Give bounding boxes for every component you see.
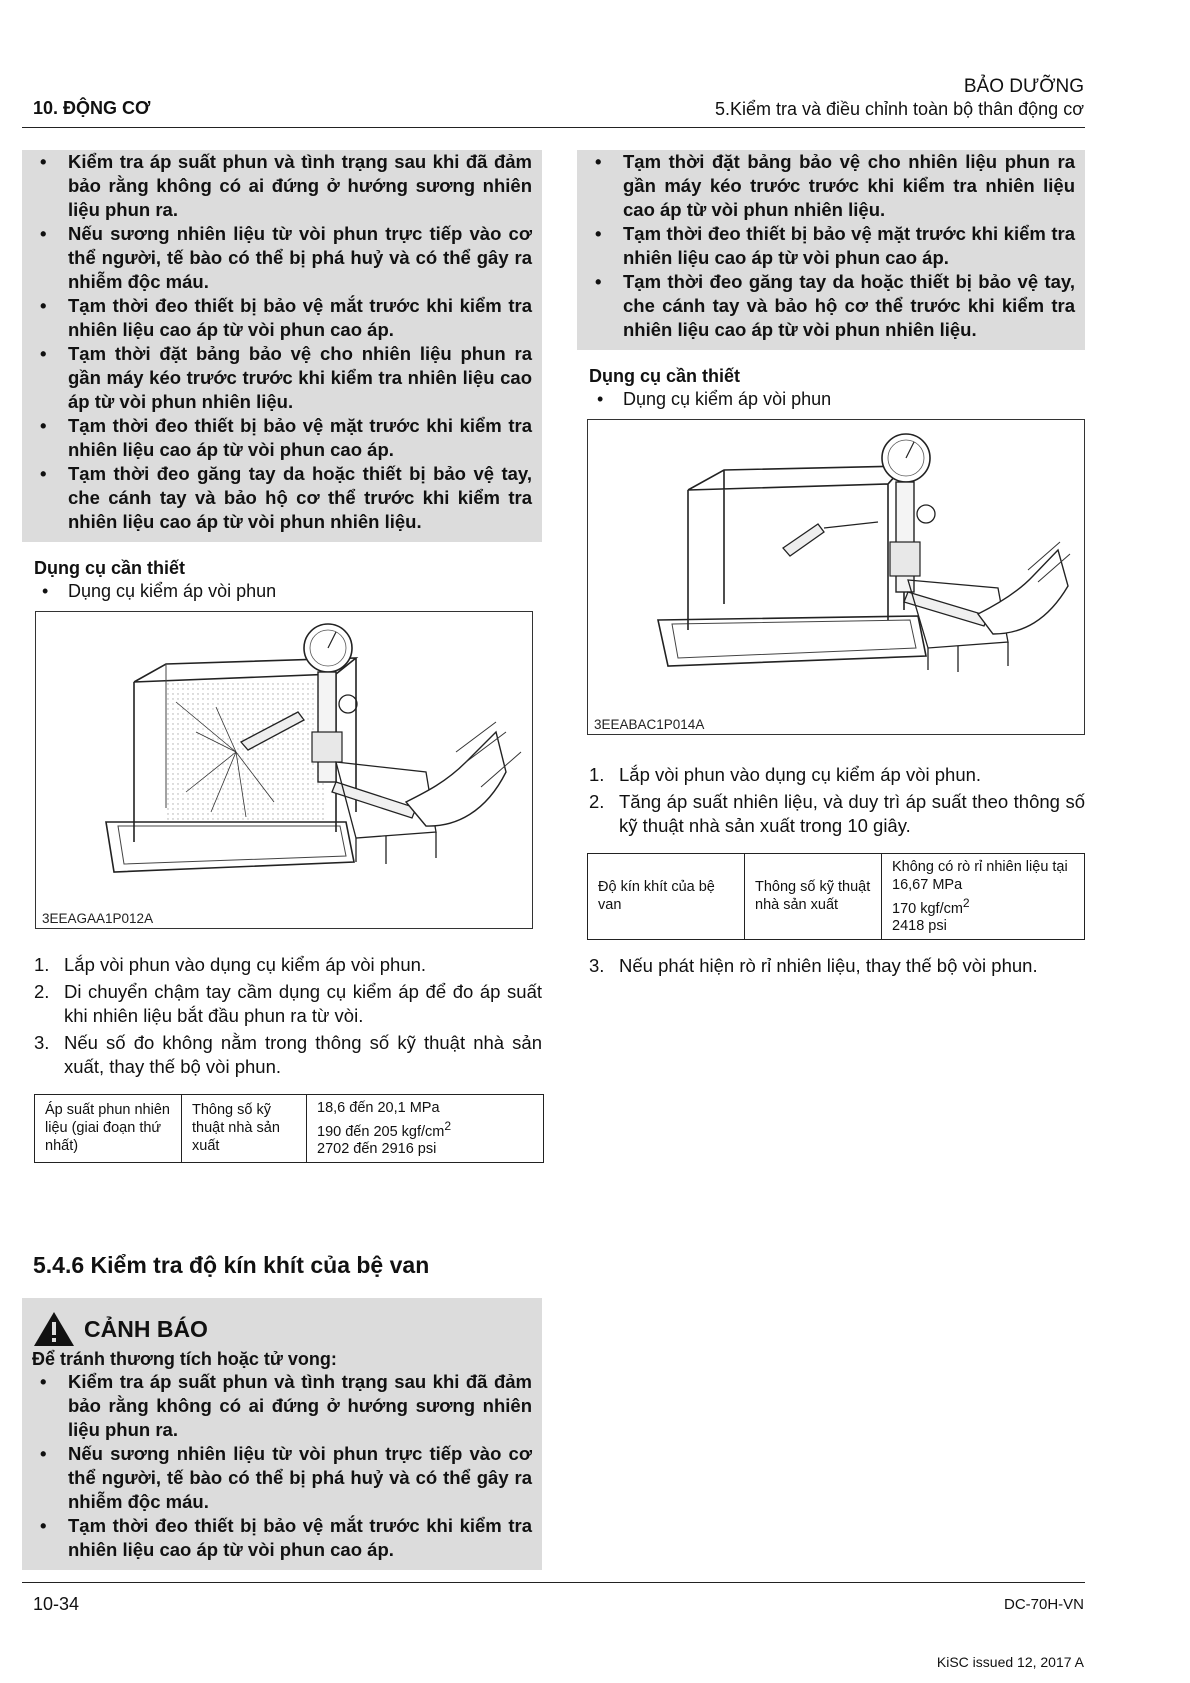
spec-label: Thông số kỹ thuật nhà sản xuất bbox=[182, 1094, 307, 1163]
spec-values bbox=[307, 1094, 544, 1163]
spec-kgf-text-right: 170 kgf/cm bbox=[892, 900, 963, 917]
nozzle-tester-figure-leak bbox=[587, 419, 1085, 735]
spec-value-kgf bbox=[317, 1117, 533, 1141]
spec-value-mpa: 18,6 đến 20,1 MPa bbox=[317, 1099, 440, 1116]
section-heading: 5.4.6 Kiểm tra độ kín khít của bệ van bbox=[33, 1252, 430, 1278]
step-item bbox=[22, 1031, 542, 1080]
spec-kgf-sup-right: 2 bbox=[962, 895, 970, 910]
spec-label-right: Thông số kỹ thuật nhà sản xuất bbox=[745, 853, 882, 940]
warning-item: • Nếu sương nhiên liệu từ vòi phun trực tiếp vào cơ thể người, tế bào có thể bị phá huỷ và có thể gây ra nhiễm độc máu. bbox=[32, 222, 532, 294]
warning-box-bottom bbox=[22, 1298, 542, 1570]
tool-item-right: • Dụng cụ kiểm áp vòi phun bbox=[597, 389, 832, 409]
warning-item: • Kiểm tra áp suất phun và tình trạng sau khi đã đảm bảo rằng không có ai đứng ở hướng sương nhiên liệu phun ra. bbox=[32, 1370, 532, 1442]
warning-box-right bbox=[577, 150, 1085, 350]
spray-test-illustration bbox=[36, 612, 532, 908]
step-number: 1. bbox=[589, 764, 605, 785]
warning-item: • Tạm thời đeo thiết bị bảo vệ mắt trước khi kiểm tra nhiên liệu cao áp từ vòi phun cao áp. bbox=[32, 1514, 532, 1562]
warning-section bbox=[22, 1298, 542, 1570]
step-text: Nếu phát hiện rò rỉ nhiên liệu, thay thế bộ vòi phun. bbox=[619, 955, 1038, 977]
step-text: Di chuyển chậm tay cầm dụng cụ kiểm áp để đo áp suất khi nhiên liệu bắt đầu phun ra từ vòi. bbox=[64, 980, 542, 1026]
right-column bbox=[577, 150, 1085, 981]
procedure-step-3-right bbox=[577, 954, 1085, 979]
step-text: Lắp vòi phun vào dụng cụ kiểm áp vòi phun. bbox=[619, 764, 982, 785]
page-number: 10-34 bbox=[33, 1594, 80, 1614]
spec-item-right: Độ kín khít của bệ van bbox=[588, 853, 745, 940]
warning-item: • Tạm thời đặt bảng bảo vệ cho nhiên liệu phun ra gần máy kéo trước trước khi kiểm tra nhiên liệu cao áp từ vòi phun nhiên liệu. bbox=[587, 150, 1075, 222]
header-rule bbox=[22, 127, 1085, 128]
procedure-steps-right bbox=[577, 763, 1085, 839]
procedure-steps bbox=[22, 953, 542, 1080]
spec-value-condition: Không có rò rỉ nhiên liệu tại bbox=[892, 858, 1068, 875]
warning-item: • Tạm thời đeo găng tay da hoặc thiết bị bảo vệ tay, che cánh tay và bảo hộ cơ thể trước khi kiểm tra nhiên liệu cao áp từ vòi phun nhiên liệu. bbox=[32, 462, 532, 534]
warning-item: • Kiểm tra áp suất phun và tình trạng sau khi đã đảm bảo rằng không có ai đứng ở hướng sương nhiên liệu phun ra. bbox=[32, 150, 532, 222]
warning-triangle-icon bbox=[32, 1310, 76, 1348]
spec-kgf-sup: 2 bbox=[444, 1118, 452, 1133]
leak-test-illustration bbox=[588, 420, 1084, 716]
spec-table-injection bbox=[34, 1094, 544, 1164]
warning-item: • Tạm thời đeo thiết bị bảo vệ mặt trước khi kiểm tra nhiên liệu cao áp từ vòi phun cao áp. bbox=[32, 414, 532, 462]
tool-text-right: Dụng cụ kiểm áp vòi phun bbox=[623, 389, 832, 409]
chapter-title: 10. ĐỘNG CƠ bbox=[33, 98, 151, 118]
tool-item: • Dụng cụ kiểm áp vòi phun bbox=[42, 581, 277, 601]
tools-heading: Dụng cụ cần thiết bbox=[34, 558, 186, 578]
nozzle-tester-figure-spray bbox=[35, 611, 533, 929]
warning-box-left bbox=[22, 150, 542, 542]
warning-list-2 bbox=[32, 1370, 532, 1562]
step-text: Nếu số đo không nằm trong thông số kỹ thuật nhà sản xuất, thay thế bộ vòi phun. bbox=[64, 1031, 542, 1077]
spec-value-psi: 2702 đến 2916 psi bbox=[317, 1141, 437, 1158]
warning-item: • Tạm thời đeo thiết bị bảo vệ mắt trước khi kiểm tra nhiên liệu cao áp từ vòi phun cao áp. bbox=[32, 294, 532, 342]
warning-list-right bbox=[587, 150, 1075, 342]
spec-value-kgf-right bbox=[892, 894, 1074, 918]
warning-item: • Tạm thời đeo thiết bị bảo vệ mặt trước khi kiểm tra nhiên liệu cao áp từ vòi phun cao áp. bbox=[587, 222, 1075, 270]
warning-title: CẢNH BÁO bbox=[84, 1315, 208, 1342]
spec-value-psi-right: 2418 psi bbox=[892, 918, 947, 935]
step-number: 3. bbox=[34, 1031, 50, 1053]
spec-kgf-text: 190 đến 205 kgf/cm bbox=[317, 1123, 445, 1140]
issue-note: KiSC issued 12, 2017 A bbox=[936, 1654, 1084, 1670]
section-title: BẢO DƯỠNG bbox=[963, 76, 1084, 97]
step-item bbox=[22, 953, 542, 978]
step-item bbox=[22, 980, 542, 1029]
left-column bbox=[22, 150, 542, 1163]
step-text: Lắp vòi phun vào dụng cụ kiểm áp vòi phun. bbox=[64, 954, 427, 975]
tools-heading-right: Dụng cụ cần thiết bbox=[589, 366, 741, 386]
spec-table-leak bbox=[587, 853, 1085, 941]
warning-list bbox=[32, 150, 532, 534]
step-item bbox=[577, 954, 1085, 979]
step-number: 2. bbox=[589, 790, 605, 812]
warning-item: • Nếu sương nhiên liệu từ vòi phun trực tiếp vào cơ thể người, tế bào có thể bị phá huỷ và có thể gây ra nhiễm độc máu. bbox=[32, 1442, 532, 1514]
tool-text: Dụng cụ kiểm áp vòi phun bbox=[68, 581, 277, 601]
footer-rule bbox=[22, 1582, 1085, 1583]
subsection-title: 5.Kiểm tra và điều chỉnh toàn bộ thân động cơ bbox=[714, 99, 1084, 119]
warning-item: • Tạm thời đặt bảng bảo vệ cho nhiên liệu phun ra gần máy kéo trước trước khi kiểm tra nhiên liệu cao áp từ vòi phun nhiên liệu. bbox=[32, 342, 532, 414]
step-text: Tăng áp suất nhiên liệu, và duy trì áp suất theo thông số kỹ thuật nhà sản xuất trong 10 giây. bbox=[619, 790, 1085, 836]
figure-caption: 3EEAGAA1P012A bbox=[42, 911, 154, 926]
warning-item: • Tạm thời đeo găng tay da hoặc thiết bị bảo vệ tay, che cánh tay và bảo hộ cơ thể trước khi kiểm tra nhiên liệu cao áp từ vòi phun nhiên liệu. bbox=[587, 270, 1075, 342]
step-number: 1. bbox=[34, 954, 50, 975]
step-number: 2. bbox=[34, 980, 50, 1002]
step-item bbox=[577, 790, 1085, 839]
step-number: 3. bbox=[589, 955, 605, 977]
doc-code: DC-70H-VN bbox=[1003, 1596, 1084, 1613]
figure-caption-right: 3EEABAC1P014A bbox=[594, 717, 705, 732]
spec-value-mpa-right: 16,67 MPa bbox=[892, 876, 963, 893]
spec-values-right bbox=[882, 853, 1085, 940]
warning-title-row bbox=[32, 1298, 532, 1348]
spec-item: Áp suất phun nhiên liệu (giai đoạn thứ nhất) bbox=[35, 1094, 182, 1163]
warning-subtitle: Để tránh thương tích hoặc tử vong: bbox=[32, 1349, 337, 1369]
step-item bbox=[577, 763, 1085, 788]
